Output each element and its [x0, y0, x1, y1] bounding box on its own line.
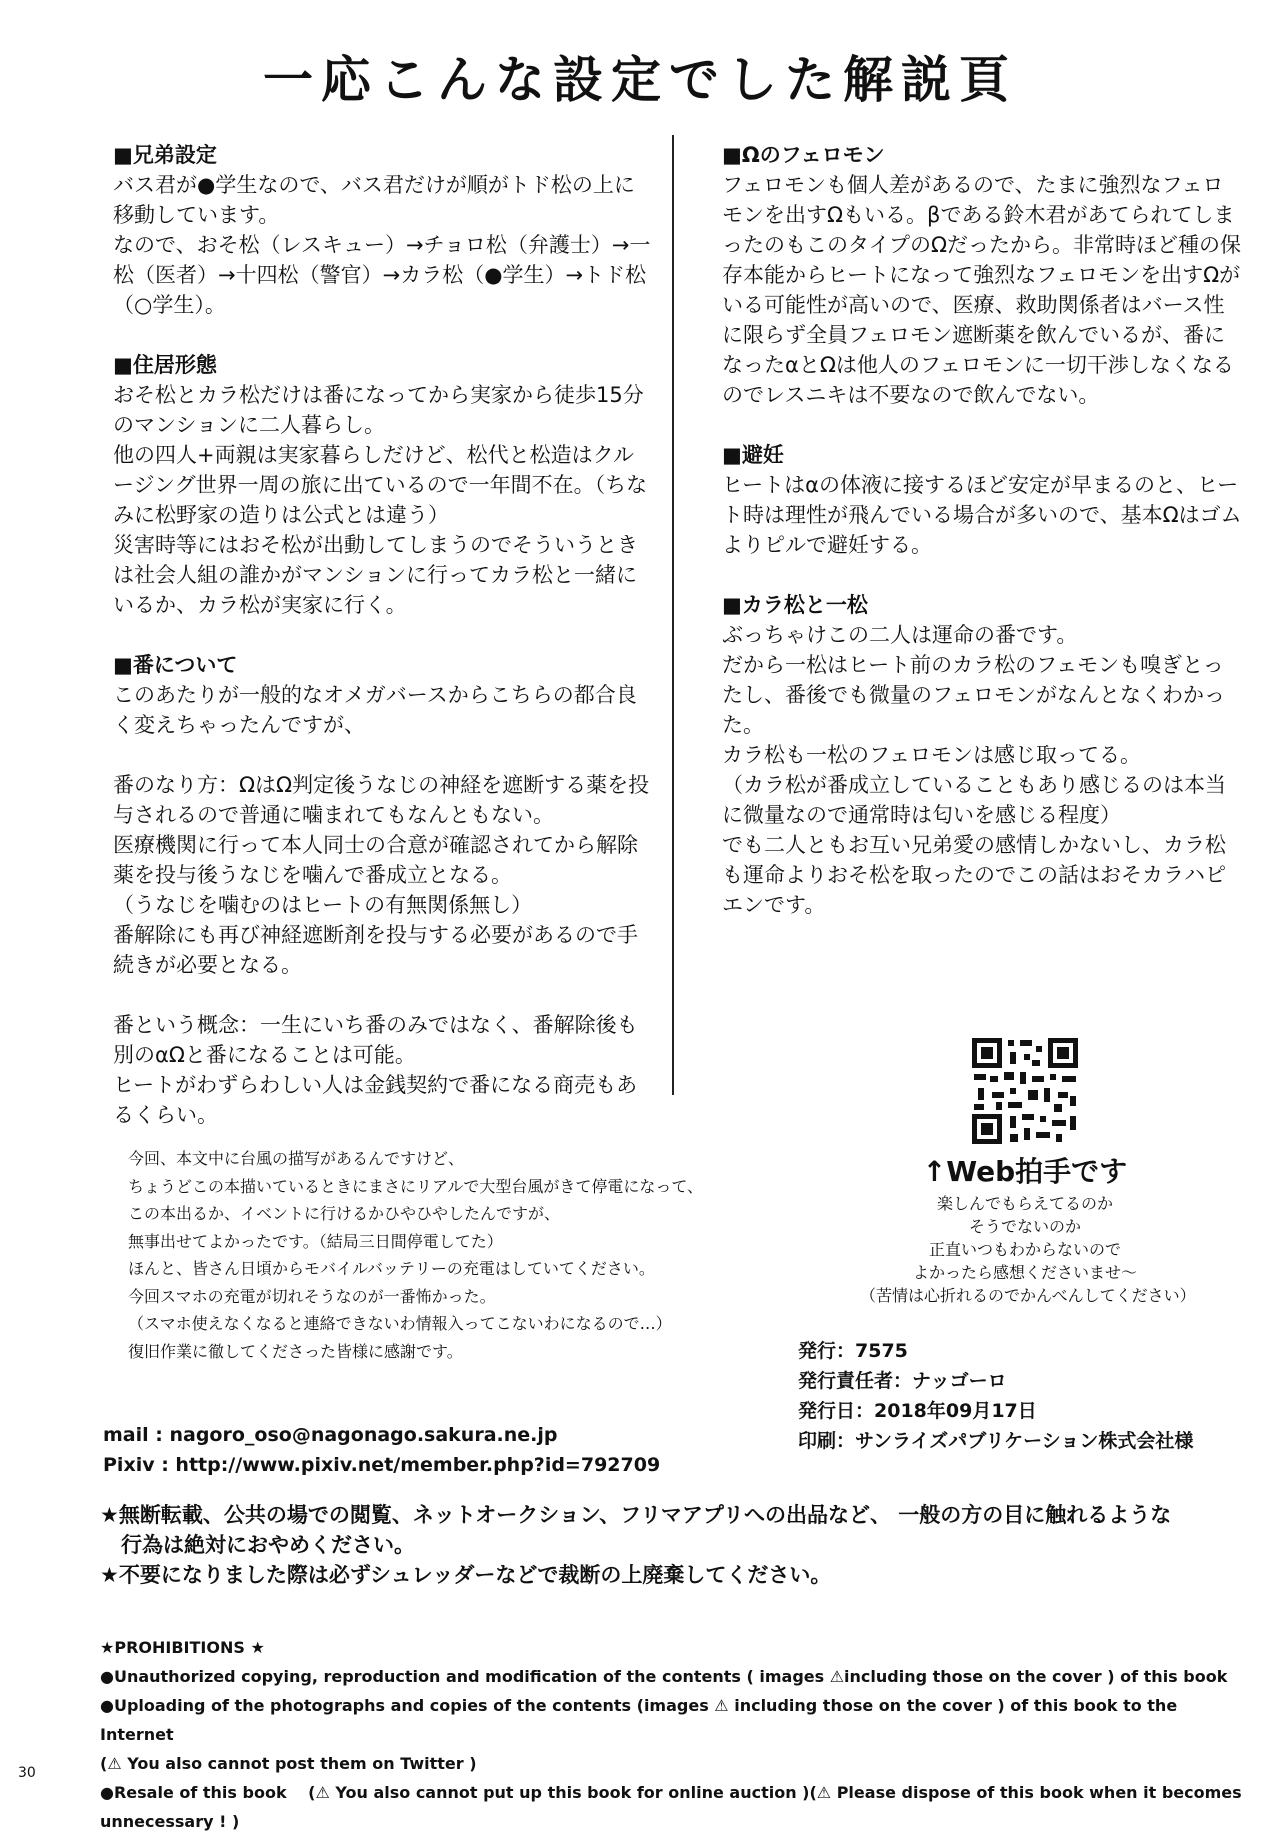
section-paragraph: ヒートがわずらわしい人は金銭契約で番になる商売もあるくらい。 [113, 1073, 638, 1127]
section-paragraph: （カラ松が番成立していることもあり感じるのは本当に微量なので通常時は匂いを感じる程度） [722, 773, 1226, 827]
section-paragraph: バス君が●学生なので、バス君だけが順がトド松の上に移動しています。 [113, 173, 635, 227]
section-residence [113, 350, 653, 620]
web-clap-block [860, 1152, 1196, 1307]
section-paragraph: ヒートはαの体液に接するほど安定が早まるのと、ヒート時は理性が飛んでいる場合が多いので、基本Ωはゴムよりピルで避妊する。 [722, 473, 1242, 557]
afterword-line: （スマホ使えなくなると連絡できないわ情報入ってこないわになるので…） [128, 1314, 672, 1333]
section-paragraph: このあたりが一般的なオメガバースからこちらの都合良く変えちゃったんですが、 [113, 683, 637, 737]
section-paragraph: でも二人ともお互い兄弟愛の感情しかないし、カラ松も運命よりおそ松を取ったのでこの話はおそカラハピエンです。 [722, 833, 1226, 917]
afterword-line: ちょうどこの本描いているときにまさにリアルで大型台風がきて停電になって、 [128, 1176, 704, 1196]
mail-link[interactable]: mail : nagoro_oso@nagonago.sakura.ne.jp [103, 1424, 558, 1446]
section-paragraph: ぶっちゃけこの二人は運命の番です。 [722, 623, 1078, 647]
section-heading: ■兄弟設定 [113, 143, 217, 167]
page-number: 30 [18, 1765, 36, 1781]
colophon-line: 印刷：サンライズパブリケーション株式会社様 [798, 1430, 1194, 1452]
afterword [128, 1145, 808, 1365]
prohibition-item: ●Unauthorized copying, reproduction and modification of the contents ( images ⚠including those on the cover ) of this book [100, 1667, 1228, 1686]
section-paragraph: 災害時等にはおそ松が出動してしまうのでそういうときは社会人組の誰かがマンションに行ってカラ松と一緒にいるか、カラ松が実家に行く。 [113, 533, 638, 617]
section-heading: ■避妊 [722, 443, 784, 467]
section-sibling-settings [113, 140, 653, 320]
web-clap-line: 楽しんでもらえてるのか [936, 1194, 1113, 1213]
web-clap-line: そうでないのか [968, 1217, 1081, 1236]
page-title: 一応こんな設定でした解説頁 [263, 51, 1017, 109]
colophon-line: 発行責任者：ナッゴーロ [798, 1370, 1007, 1392]
prohibitions [100, 1633, 1250, 1836]
colophon-line: 発行日：2018年09月17日 [798, 1400, 1037, 1422]
afterword-line: 復旧作業に徹してくださった皆様に感謝です。 [128, 1341, 463, 1361]
section-paragraph: カラ松も一松のフェロモンは感じ取ってる。 [722, 743, 1141, 767]
section-paragraph: （うなじを噛むのはヒートの有無関係無し） [113, 893, 533, 917]
warning-line: ★不要になりました際は必ずシュレッダーなどで裁断の上廃棄してください。 [100, 1563, 832, 1587]
section-heading: ■カラ松と一松 [722, 593, 868, 617]
contacts [103, 1420, 743, 1480]
left-column [113, 140, 653, 1160]
warning-line: 行為は絶対におやめください。 [100, 1533, 415, 1557]
section-paragraph: なので、おそ松（レスキュー）→チョロ松（弁護士）→一松（医者）→十四松（警官）→カラ松（●学生）→トド松（○学生）。 [113, 233, 651, 317]
afterword-line: 今回スマホの充電が切れそうなのが一番怖かった。 [128, 1286, 496, 1306]
colophon [798, 1336, 1238, 1456]
web-clap-line: よかったら感想くださいませ〜 [912, 1263, 1137, 1282]
afterword-line: 無事出せてよかったです。（結局三日間停電してた） [128, 1231, 503, 1251]
afterword-line: ほんと、皆さん日頃からモバイルバッテリーの充電はしていてください。 [128, 1259, 655, 1278]
warning-line: ★無断転載、公共の場での閲覧、ネットオークション、フリマアプリへの出品など、 一般の方の目に触れるような [100, 1503, 1172, 1527]
web-clap-lines [860, 1192, 1196, 1307]
section-heading: ■住居形態 [113, 353, 217, 377]
section-paragraph: 番のなり方：ΩはΩ判定後うなじの神経を遮断する薬を投与されるので普通に噛まれてもなんともない。 [113, 773, 650, 827]
qr-code-icon[interactable] [970, 1036, 1080, 1146]
section-paragraph: だから一松はヒート前のカラ松のフェモンも嗅ぎとったし、番後でも微量のフェロモンがなんとなくわかった。 [722, 653, 1225, 737]
column-divider [672, 135, 674, 1095]
section-contraception [722, 440, 1242, 560]
pixiv-link[interactable]: Pixiv : http://www.pixiv.net/member.php?id=792709 [103, 1454, 661, 1476]
section-karamatsu-ichimatsu [722, 590, 1242, 920]
prohibition-item: ●Uploading of the photographs and copies of the contents (images ⚠ including those on the cover ) of this book to the Internet [100, 1696, 1178, 1744]
section-heading: ■Ωのフェロモン [722, 143, 885, 167]
section-paragraph: 医療機関に行って本人同士の合意が確認されてから解除薬を投与後うなじを噛んで番成立となる。 [113, 833, 638, 887]
section-paragraph: おそ松とカラ松だけは番になってから実家から徒歩15分のマンションに二人暮らし。 [113, 383, 644, 437]
afterword-line: 今回、本文中に台風の描写があるんですけど、 [128, 1149, 465, 1168]
section-bond [113, 650, 653, 1130]
prohibitions-heading: ★PROHIBITIONS ★ [100, 1638, 265, 1657]
web-clap-heading[interactable]: ↑Web拍手です [922, 1155, 1128, 1188]
warnings [100, 1500, 1250, 1590]
section-paragraph: フェロモンも個人差があるので、たまに強烈なフェロモンを出すΩもいる。βである鈴木君があてられてしまったのもこのタイプのΩだったから。非常時ほど種の保存本能からヒートになって強烈なフェロモンを出すΩがいる可能性が高いので、医療、救助関係者はバース性に限らず全員フェロモン遮断薬を飲んでいるが、番になったαとΩは他人のフェロモンに一切干渉しなくなるのでレスニキは不要なので飲んでない。 [722, 173, 1241, 407]
prohibition-item: ●Resale of this book (⚠ You also cannot put up this book for online auction )(⚠ Please dispose of this book when it becomes unnecessary ! ) [100, 1783, 1242, 1831]
afterword-line: この本出るか、イベントに行けるかひやひやしたんですが、 [128, 1204, 561, 1223]
section-paragraph: 番という概念：一生にいち番のみではなく、番解除後も別のαΩと番になることは可能。 [113, 1013, 638, 1067]
web-clap-line: （苦情は心折れるのでかんべんしてください） [860, 1286, 1196, 1305]
colophon-line: 発行：7575 [798, 1340, 908, 1362]
prohibition-item: (⚠ You also cannot post them on Twitter ) [100, 1754, 477, 1773]
section-pheromone [722, 140, 1242, 410]
section-paragraph: 番解除にも再び神経遮断剤を投与する必要があるので手続きが必要となる。 [113, 923, 638, 977]
section-heading: ■番について [113, 653, 238, 677]
section-paragraph: 他の四人+両親は実家暮らしだけど、松代と松造はクルージング世界一周の旅に出ているので一年間不在。（ちなみに松野家の造りは公式とは違う） [113, 443, 648, 527]
web-clap-line: 正直いつもわからないので [928, 1240, 1121, 1259]
right-column [722, 140, 1242, 950]
